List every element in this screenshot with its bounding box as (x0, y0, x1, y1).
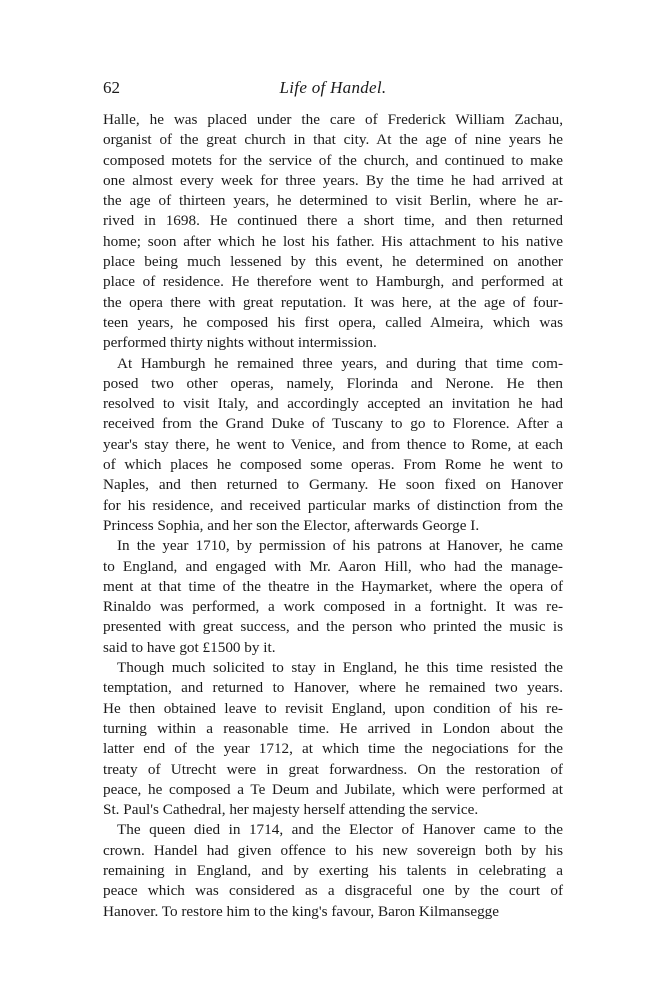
text-line: peace, he composed a Te Deum and Jubilate, which were performed at (103, 780, 563, 798)
page-header (103, 78, 563, 104)
text-line: one almost every week for three years. By the time he had arrived at (103, 171, 563, 189)
text-line: At Hamburgh he remained three years, and during that time com- (117, 354, 563, 372)
text-line: composed motets for the service of the church, and continued to make (103, 151, 563, 169)
text-line: the age of thirteen years, he determined to visit Berlin, where he ar- (103, 192, 563, 210)
text-line: said to have got £1500 by it. (103, 638, 276, 656)
text-line: resolved to visit Italy, and accordingly accepted an invitation he had (103, 395, 563, 413)
text-line: place of residence. He therefore went to Hamburgh, and performed at (103, 273, 563, 291)
text-line: rived in 1698. He continued there a short time, and then returned (103, 212, 563, 230)
text-line: He then obtained leave to revisit England, upon condition of his re- (103, 699, 563, 717)
text-line: turning within a reasonable time. He arrived in London about the (103, 719, 563, 737)
text-line: presented with great success, and the person who printed the music is (103, 618, 563, 636)
text-line: Hanover. To restore him to the king's favour, Baron Kilmansegge (103, 902, 499, 920)
text-line: St. Paul's Cathedral, her majesty herself attending the service. (103, 801, 479, 819)
text-line: In the year 1710, by permission of his patrons at Hanover, he came (117, 537, 563, 555)
paragraph (103, 536, 563, 658)
text-line: ment at that time of the theatre in the Haymarket, where the opera of (103, 577, 563, 595)
paragraph (103, 658, 563, 820)
paragraph (103, 110, 563, 354)
book-page (103, 78, 563, 922)
text-line: Rinaldo was performed, a work composed in a fortnight. It was re- (103, 598, 563, 616)
text-line: year's stay there, he went to Venice, and from thence to Rome, at each (103, 435, 563, 453)
running-title: Life of Handel. (279, 78, 387, 97)
text-line: posed two other operas, namely, Florinda and Nerone. He then (103, 374, 563, 392)
text-line: home; soon after which he lost his father. His attachment to his native (103, 232, 563, 250)
text-line: Halle, he was placed under the care of Frederick William Zachau, (103, 111, 563, 128)
paragraph (103, 820, 563, 921)
text-line: place being much lessened by this event, he determined on another (103, 253, 563, 271)
text-line: organist of the great church in that city. At the age of nine years he (103, 131, 563, 149)
text-line: latter end of the year 1712, at which time the negociations for the (103, 740, 563, 758)
paragraph (103, 354, 563, 537)
text-line: crown. Handel had given offence to his new sovereign both by his (103, 841, 563, 859)
text-line: for his residence, and received particular marks of distinction from the (103, 496, 563, 514)
text-line: temptation, and returned to Hanover, where he remained two years. (103, 679, 563, 697)
text-line: treaty of Utrecht were in great forwardness. On the restoration of (103, 760, 563, 778)
text-line: teen years, he composed his first opera, called Almeira, which was (103, 313, 563, 331)
text-line: of which places he composed some operas. From Rome he went to (103, 456, 563, 474)
page-number: 62 (103, 78, 120, 97)
body-text (103, 110, 563, 922)
text-line: performed thirty nights without intermission. (103, 334, 377, 352)
text-line: Princess Sophia, and her son the Elector, afterwards George I. (103, 516, 480, 534)
text-line: Naples, and then returned to Germany. He soon fixed on Hanover (103, 476, 563, 494)
text-line: peace which was considered as a disgraceful one by the court of (103, 882, 563, 900)
text-line: received from the Grand Duke of Tuscany to go to Florence. After a (103, 415, 563, 433)
text-line: Though much solicited to stay in England, he this time resisted the (117, 659, 563, 677)
text-line: to England, and engaged with Mr. Aaron Hill, who had the manage- (103, 557, 563, 575)
text-line: The queen died in 1714, and the Elector of Hanover came to the (117, 821, 563, 839)
text-line: remaining in England, and by exerting his talents in celebrating a (103, 861, 563, 879)
text-line: the opera there with great reputation. It was here, at the age of four- (103, 293, 563, 311)
